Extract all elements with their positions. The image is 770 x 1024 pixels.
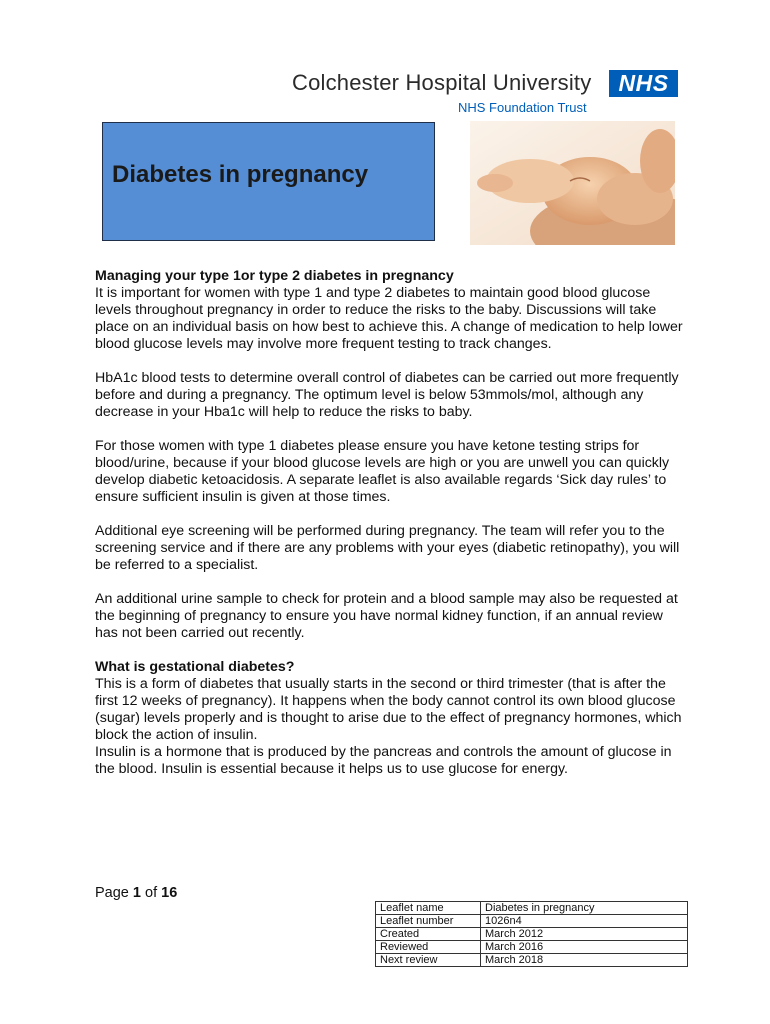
- paragraph: Additional eye screening will be performed during pregnancy. The team will refer you to the screening service and if there are any problems with your eyes (diabetic retinopathy), you will be referred to a specialist.: [95, 523, 680, 573]
- table-row: [376, 941, 688, 954]
- page-number: [95, 885, 177, 901]
- page-current: 1: [132, 885, 141, 901]
- paragraph: An additional urine sample to check for protein and a blood sample may also be requested at the beginning of pregnancy to ensure you have normal kidney function, if an annual review has not been carried out recently.: [95, 591, 678, 641]
- title-box: [102, 122, 435, 241]
- page-label: Page: [95, 885, 129, 901]
- table-cell-key: Leaflet name: [376, 902, 481, 915]
- leaflet-info-table: [375, 901, 688, 967]
- table-cell-value: March 2018: [481, 954, 688, 967]
- page-title: Diabetes in pregnancy: [112, 161, 369, 188]
- table-row: [376, 954, 688, 967]
- table-row: [376, 902, 688, 915]
- page-of: of: [145, 885, 158, 901]
- page-total: 16: [161, 885, 178, 901]
- nhs-logo: NHS: [609, 70, 678, 97]
- org-name: Colchester Hospital University: [292, 70, 592, 95]
- section-heading-managing: Managing your type 1or type 2 diabetes in pregnancy: [95, 268, 454, 284]
- table-cell-value: 1026n4: [481, 915, 688, 928]
- paragraph: It is important for women with type 1 and type 2 diabetes to maintain good blood glucose levels throughout pregnancy in order to reduce the risks to the baby. Discussions will take place on an individual basis on how best to achieve this. A change of medication to help lower blood glucose levels may involve more frequent testing to track changes.: [95, 285, 683, 352]
- table-cell-value: March 2012: [481, 928, 688, 941]
- paragraph: For those women with type 1 diabetes please ensure you have ketone testing strips for blood/urine, because if your blood glucose levels are high or you are unwell you can quickly develop diabetic ketoacidosis. A separate leaflet is also available regards ‘Sick day rules’ to ensure sufficient insulin is given at those times.: [95, 438, 670, 505]
- org-header: [292, 70, 592, 115]
- body-content: [95, 268, 685, 795]
- paragraph: This is a form of diabetes that usually starts in the second or third trimester (that is after the first 12 weeks of pregnancy). It happens when the body cannot control its own blood glucose (sugar) levels properly and is thought to arise due to the effect of pregnancy hormones, which block the action of insulin.: [95, 676, 682, 743]
- table-row: [376, 928, 688, 941]
- table-cell-value: March 2016: [481, 941, 688, 954]
- baby-photo: [470, 121, 675, 245]
- table-cell-value: Diabetes in pregnancy: [481, 902, 688, 915]
- org-subtitle: NHS Foundation Trust: [458, 100, 587, 115]
- section-heading-gestational: What is gestational diabetes?: [95, 659, 295, 675]
- paragraph: HbA1c blood tests to determine overall control of diabetes can be carried out more frequently before and during a pregnancy. The optimum level is below 53mmols/mol, although any decrease in your Hba1c will help to reduce the risks to baby.: [95, 370, 679, 420]
- table-cell-key: Next review: [376, 954, 481, 967]
- table-cell-key: Reviewed: [376, 941, 481, 954]
- table-row: [376, 915, 688, 928]
- table-cell-key: Leaflet number: [376, 915, 481, 928]
- table-cell-key: Created: [376, 928, 481, 941]
- paragraph: Insulin is a hormone that is produced by the pancreas and controls the amount of glucose in the blood. Insulin is essential because it helps us to use glucose for energy.: [95, 744, 672, 777]
